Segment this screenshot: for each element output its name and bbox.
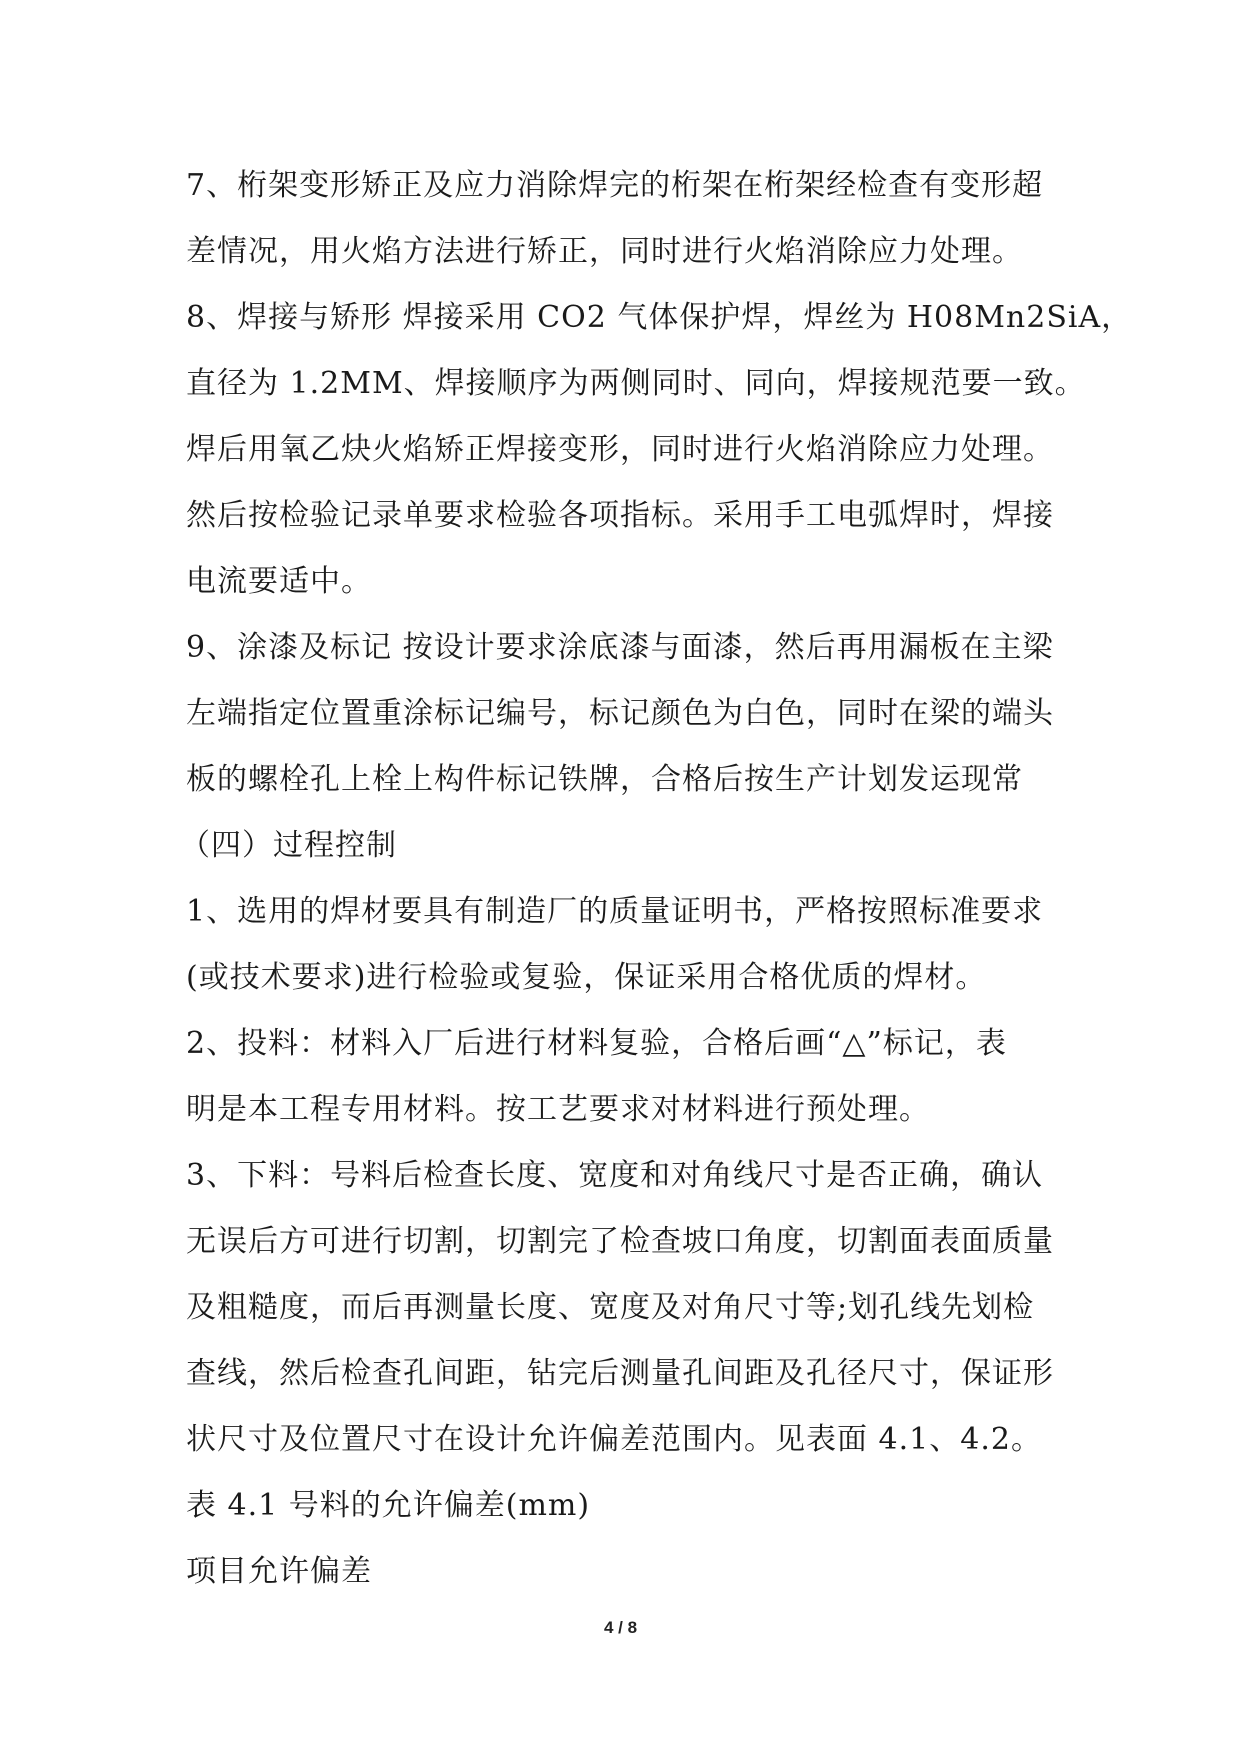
section-heading: （四）过程控制 [180, 828, 397, 863]
item-2-line-2: 明是本工程专用材料。按工艺要求对材料进行预处理。 [186, 1092, 930, 1127]
item-3-line-2: 无误后方可进行切割，切割完了检查坡口角度，切割面表面质量 [186, 1224, 1054, 1259]
paragraph-8-line-1: 8、焊接与矫形 焊接采用 CO2 气体保护焊，焊丝为 H08Mn2SiA， [186, 300, 1133, 335]
page-number: 4 / 8 [603, 1618, 638, 1637]
item-3-line-5: 状尺寸及位置尺寸在设计允许偏差范围内。见表面 4.1、4.2。 [186, 1422, 1042, 1457]
table-caption: 表 4.1 号料的允许偏差(mm) [186, 1488, 591, 1523]
item-3-line-4: 查线，然后检查孔间距，钻完后测量孔间距及孔径尺寸，保证形 [186, 1356, 1054, 1391]
paragraph-7-line-2: 差情况，用火焰方法进行矫正，同时进行火焰消除应力处理。 [186, 234, 1023, 269]
paragraph-8-line-2: 直径为 1.2MM、焊接顺序为两侧同时、同向，焊接规范要一致。 [186, 366, 1086, 401]
item-1-line-2: (或技术要求)进行检验或复验，保证采用合格优质的焊材。 [186, 960, 987, 995]
paragraph-9-line-2: 左端指定位置重涂标记编号，标记颜色为白色，同时在梁的端头 [186, 696, 1054, 731]
item-3-line-3: 及粗糙度，而后再测量长度、宽度及对角尺寸等;划孔线先划检 [186, 1290, 1035, 1325]
item-2-line-1: 2、投料：材料入厂后进行材料复验，合格后画“△”标记，表 [186, 1026, 1007, 1061]
paragraph-7-line-1: 7、桁架变形矫正及应力消除焊完的桁架在桁架经检查有变形超 [186, 168, 1044, 203]
document-body [180, 153, 1133, 1605]
item-3-line-1: 3、下料：号料后检查长度、宽度和对角线尺寸是否正确，确认 [186, 1158, 1044, 1193]
paragraph-8-line-5: 电流要适中。 [186, 564, 372, 599]
paragraph-9-line-3: 板的螺栓孔上栓上构件标记铁牌，合格后按生产计划发运现常 [186, 762, 1023, 797]
table-header-text: 项目允许偏差 [186, 1554, 372, 1589]
paragraph-8-line-4: 然后按检验记录单要求检验各项指标。采用手工电弧焊时，焊接 [186, 498, 1054, 533]
paragraph-9-line-1: 9、涂漆及标记 按设计要求涂底漆与面漆，然后再用漏板在主梁 [186, 630, 1054, 665]
paragraph-8-line-3: 焊后用氧乙炔火焰矫正焊接变形，同时进行火焰消除应力处理。 [186, 432, 1054, 467]
item-1-line-1: 1、选用的焊材要具有制造厂的质量证明书，严格按照标准要求 [186, 894, 1044, 929]
